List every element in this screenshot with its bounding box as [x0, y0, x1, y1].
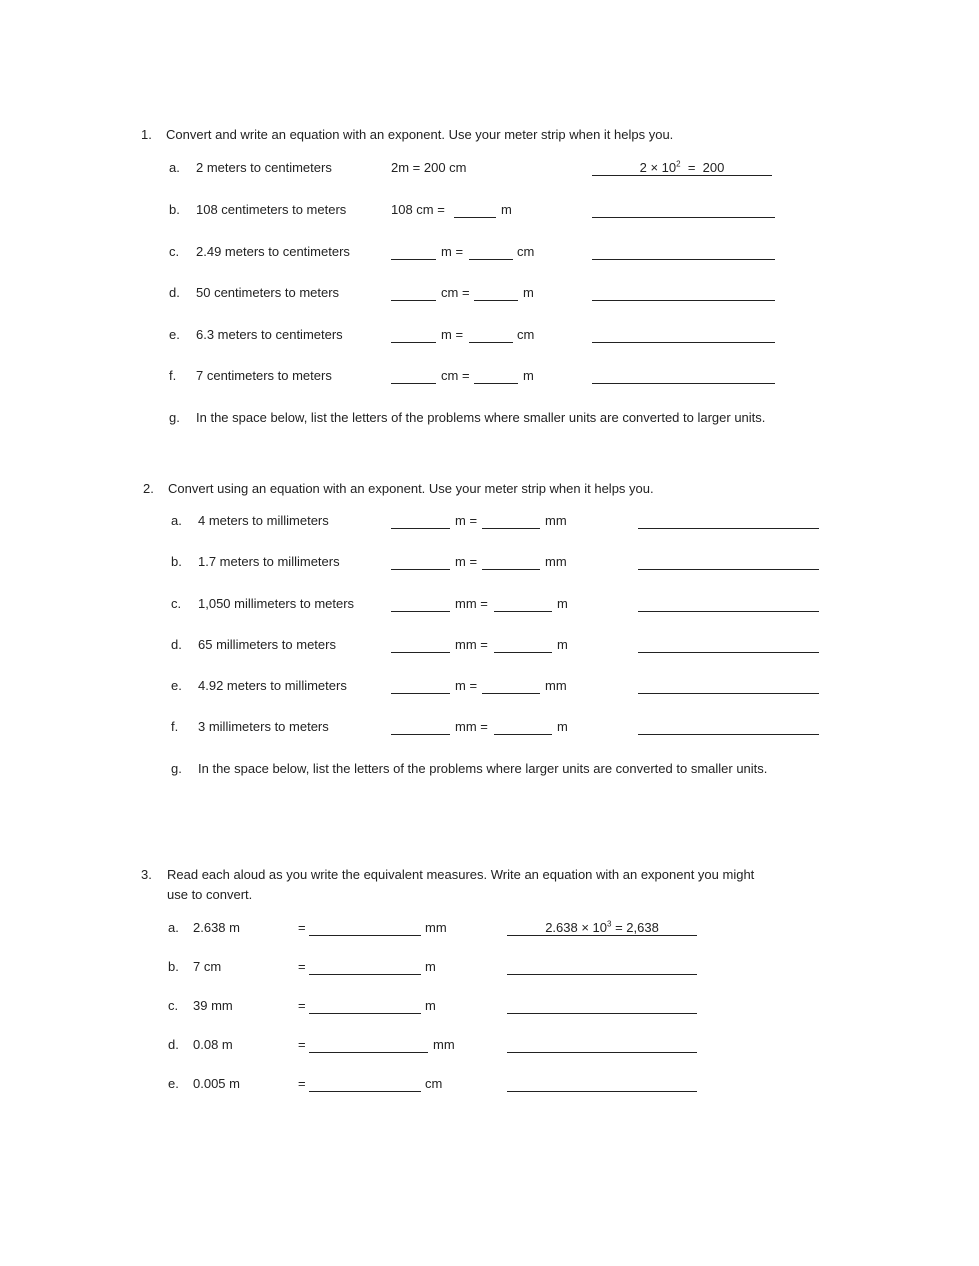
q2e-text: 4.92 meters to millimeters [198, 678, 347, 693]
q2c-unit2: m [557, 596, 568, 611]
q3a-blank[interactable] [309, 920, 421, 936]
q1c-blank2[interactable] [469, 244, 513, 260]
q2a-answer-line[interactable] [638, 513, 819, 529]
q2a-blank2[interactable] [482, 513, 540, 529]
q3b-text: 7 cm [193, 959, 222, 974]
q1f-answer-line[interactable] [592, 368, 775, 384]
q2f-blank2[interactable] [494, 719, 552, 735]
q3d-equals: = [298, 1037, 306, 1052]
q3d-text: 0.08 m [193, 1037, 233, 1052]
q1b-blank[interactable] [454, 202, 496, 218]
q3e-blank[interactable] [309, 1076, 421, 1092]
q3a-answer: $2.638 \times 10^3 = 2,638$ [545, 919, 659, 935]
q2b-blank2[interactable] [482, 554, 540, 570]
q2e-answer-line[interactable] [638, 678, 819, 694]
q2d-blank2[interactable] [494, 637, 552, 653]
q1b-prefix: 108 cm = [391, 202, 445, 217]
q3e-answer-line[interactable] [507, 1076, 697, 1092]
q2e-unit1: m = [455, 678, 478, 693]
q2b-unit1: m = [455, 554, 478, 569]
q2g-letter: g. [171, 761, 182, 776]
q1a-letter: a. [169, 160, 180, 175]
q1a-text: 2 meters to centimeters [196, 160, 332, 175]
q1e-text: 6.3 meters to centimeters [196, 327, 343, 342]
q1-prompt: Convert and write an equation with an exponent. Use your meter strip when it helps you. [166, 127, 674, 142]
q2d-answer-line[interactable] [638, 637, 819, 653]
q3c-text: 39 mm [193, 998, 233, 1013]
q2e-blank1[interactable] [391, 678, 450, 694]
q2b-answer-line[interactable] [638, 554, 819, 570]
q3a-letter: a. [168, 920, 179, 935]
q2a-blank1[interactable] [391, 513, 450, 529]
q2a-unit2: mm [545, 513, 567, 528]
q3a-text: 2.638 m [193, 920, 240, 935]
q1g-letter: g. [169, 410, 180, 425]
q2b-blank1[interactable] [391, 554, 450, 570]
q2b-letter: b. [171, 554, 182, 569]
q2a-unit1: m = [455, 513, 478, 528]
q2f-letter: f. [171, 719, 179, 734]
q2a-letter: a. [171, 513, 182, 528]
q1d-blank1[interactable] [391, 285, 436, 301]
q1g-text: In the space below, list the letters of the problems where smaller units are converted to larger units. [196, 410, 766, 425]
q3c-answer-line[interactable] [507, 998, 697, 1014]
q2c-blank2[interactable] [494, 596, 552, 612]
q3-prompt-line1: Read each aloud as you write the equivalent measures. Write an equation with an exponent you might [167, 867, 755, 882]
q2d-letter: d. [171, 637, 182, 652]
q1c-letter: c. [169, 244, 180, 259]
q2d-unit1: mm = [455, 637, 488, 652]
q2b-text: 1.7 meters to millimeters [198, 554, 340, 569]
q1e-blank2[interactable] [469, 327, 513, 343]
q3a-answer-line [507, 920, 697, 936]
q3b-unit: m [425, 959, 436, 974]
q2-prompt: Convert using an equation with an exponent. Use your meter strip when it helps you. [168, 481, 654, 496]
q2c-text: 1,050 millimeters to meters [198, 596, 355, 611]
q3e-text: 0.005 m [193, 1076, 240, 1091]
q2g-text: In the space below, list the letters of the problems where larger units are converted to smaller units. [198, 761, 768, 776]
q3a-unit: mm [425, 920, 447, 935]
q1d-letter: d. [169, 285, 180, 300]
q3e-letter: e. [168, 1076, 179, 1091]
q3-number: 3. [141, 867, 152, 882]
q2-number: 2. [143, 481, 154, 496]
q1c-text: 2.49 meters to centimeters [196, 244, 350, 259]
q1d-unit1: cm = [441, 285, 470, 300]
q3d-blank[interactable] [309, 1037, 428, 1053]
q1f-blank2[interactable] [474, 368, 518, 384]
q3c-unit: m [425, 998, 436, 1013]
q3d-answer-line[interactable] [507, 1037, 697, 1053]
q1d-text: 50 centimeters to meters [196, 285, 340, 300]
q2c-unit1: mm = [455, 596, 488, 611]
q3c-equals: = [298, 998, 306, 1013]
q2e-blank2[interactable] [482, 678, 540, 694]
q2f-answer-line[interactable] [638, 719, 819, 735]
q1e-unit2: cm [517, 327, 535, 342]
q1f-unit1: cm = [441, 368, 470, 383]
q2d-text: 65 millimeters to meters [198, 637, 336, 652]
q1e-answer-line[interactable] [592, 327, 775, 343]
q3b-letter: b. [168, 959, 179, 974]
q3d-letter: d. [168, 1037, 179, 1052]
q2d-blank1[interactable] [391, 637, 450, 653]
q2d-unit2: m [557, 637, 568, 652]
q3-prompt-line2: use to convert. [167, 887, 253, 902]
q1e-unit1: m = [441, 327, 464, 342]
q1b-text: 108 centimeters to meters [196, 202, 347, 217]
q1c-unit1: m = [441, 244, 464, 259]
q1d-blank2[interactable] [474, 285, 518, 301]
q1-number: 1. [141, 127, 152, 142]
q1e-blank1[interactable] [391, 327, 436, 343]
q2a-text: 4 meters to millimeters [198, 513, 329, 528]
q2e-unit2: mm [545, 678, 567, 693]
q1e-letter: e. [169, 327, 180, 342]
q2f-text: 3 millimeters to meters [198, 719, 329, 734]
q1c-unit2: cm [517, 244, 535, 259]
q3b-blank[interactable] [309, 959, 421, 975]
q1c-answer-line[interactable] [592, 244, 775, 260]
q3d-unit: mm [433, 1037, 455, 1052]
q2b-unit2: mm [545, 554, 567, 569]
q2c-answer-line[interactable] [638, 596, 819, 612]
q3b-answer-line[interactable] [507, 959, 697, 975]
q1c-blank1[interactable] [391, 244, 436, 260]
q1f-letter: f. [169, 368, 177, 383]
q3a-equals: = [298, 920, 306, 935]
q2f-blank1[interactable] [391, 719, 450, 735]
q1a-answer: $2 \times 10^2 = 200$ [639, 159, 725, 175]
q1f-blank1[interactable] [391, 368, 436, 384]
q3e-unit: cm [425, 1076, 443, 1091]
q1f-unit2: m [523, 368, 534, 383]
q2c-blank1[interactable] [391, 596, 450, 612]
q1b-letter: b. [169, 202, 180, 217]
q2e-letter: e. [171, 678, 182, 693]
q1a-equation: 2m = 200 cm [391, 160, 467, 175]
q1a-answer-line [592, 160, 772, 176]
q1d-answer-line[interactable] [592, 285, 775, 301]
q1d-unit2: m [523, 285, 534, 300]
q1b-unit2: m [501, 202, 512, 217]
q3c-blank[interactable] [309, 998, 421, 1014]
q2f-unit1: mm = [455, 719, 488, 734]
q3e-equals: = [298, 1076, 306, 1091]
q3b-equals: = [298, 959, 306, 974]
q2f-unit2: m [557, 719, 568, 734]
q1b-answer-line[interactable] [592, 202, 775, 218]
q3c-letter: c. [168, 998, 179, 1013]
q2c-letter: c. [171, 596, 182, 611]
q1f-text: 7 centimeters to meters [196, 368, 332, 383]
